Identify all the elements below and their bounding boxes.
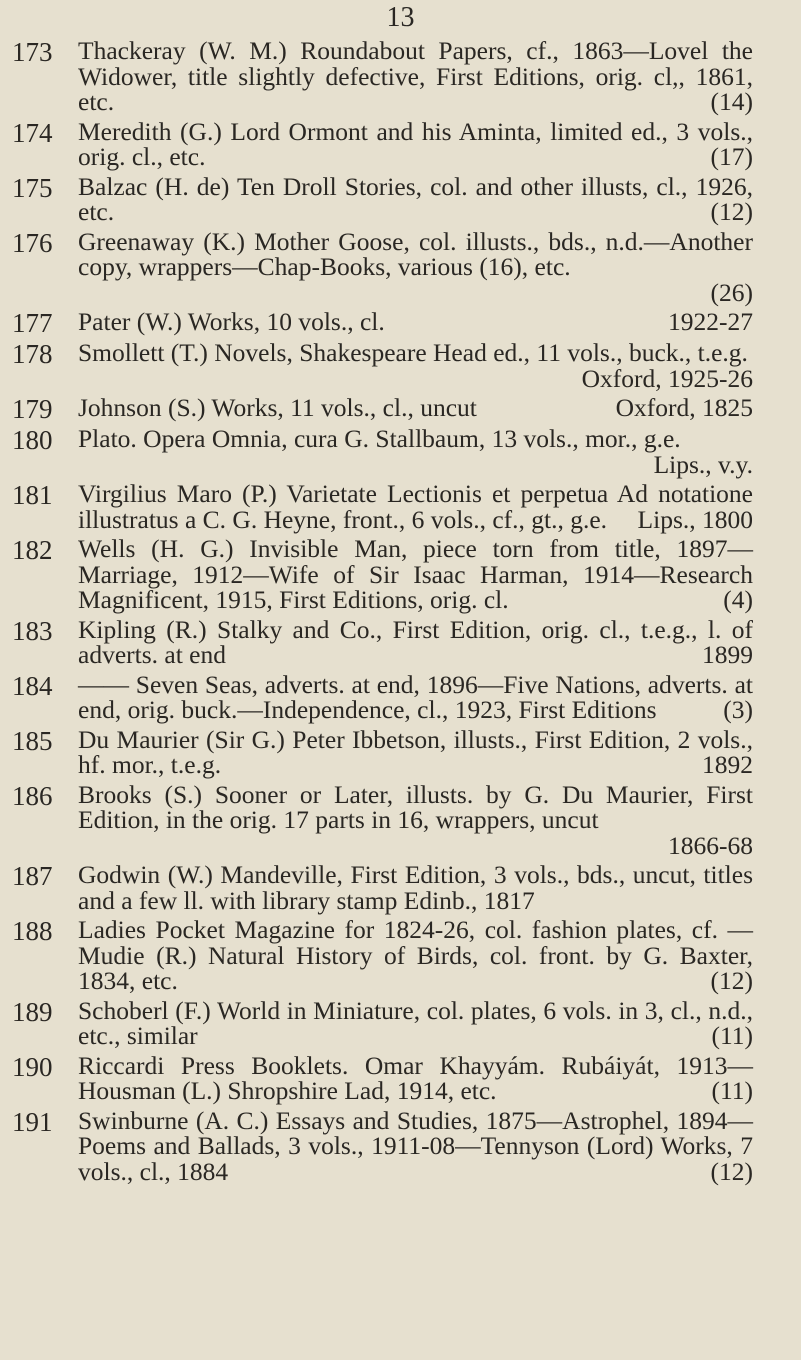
lot-price: (12) [710,197,753,226]
lot-description: Virgilius Maro (P.) Varietate Lectionis et perpetua Ad notatione illustratus a C. G. Heyne, front., 6 vols., cf., gt., g.e. [78,479,753,534]
lot-price: Oxford, 1825 [615,393,753,422]
lot-description: Johnson (S.) Works, 11 vols., cl., uncut [78,393,477,422]
lot-number: 186 [12,780,53,811]
lot-191 [0,1105,801,1186]
lot-number: 184 [12,670,53,701]
lot-price: (12) [710,966,753,995]
lot-price: (12) [710,1156,753,1186]
lot-price: (14) [710,87,753,116]
lot-181 [0,481,801,532]
lot-price: (4) [723,585,753,614]
lot-number: 179 [12,394,53,424]
lot-price: (11) [711,1076,753,1105]
lot-description: Swinburne (A. C.) Essays and Studies, 1875—Astrophel, 1894—Poems and Ballads, 3 vols., 1911-08—Tennyson (Lord) Works, 7 vols., cl., 1884 [78,1105,753,1186]
lot-description: Godwin (W.) Mandeville, First Edition, 3 vols., bds., uncut, titles and a few ll. with library stamp Edinb., 1817 [78,860,753,915]
lot-description: Du Maurier (Sir G.) Peter Ibbetson, illusts., First Edition, 2 vols., hf. mor., t.e.g. [78,724,753,779]
lot-184 [0,669,801,724]
lot-description: Smollett (T.) Novels, Shakespeare Head ed., 11 vols., buck., t.e.g. [78,338,748,367]
lot-number: 185 [12,725,53,756]
lot-description: Balzac (H. de) Ten Droll Stories, col. and other illusts, cl., 1926, etc. [78,171,753,226]
lot-description: Plato. Opera Omnia, cura G. Stallbaum, 13 vols., mor., g.e. [78,424,681,453]
lot-176 [0,226,801,307]
lot-price: (11) [711,1021,753,1050]
lot-number: 175 [12,172,53,203]
lot-description: —— Seven Seas, adverts. at end, 1896—Five Nations, adverts. at end, orig. buck.—Independence, cl., 1923, First Editions [78,669,753,724]
lot-number: 188 [12,916,53,946]
lot-description: Schoberl (F.) World in Miniature, col. plates, 6 vols. in 3, cl., n.d., etc., similar [78,995,753,1050]
lot-number: 173 [12,37,53,67]
lot-178 [0,340,801,391]
lot-number: 176 [12,227,53,258]
lot-177 [0,309,801,336]
lot-price: Lips., v.y. [653,449,753,479]
lot-186 [0,779,801,860]
lot-188 [0,917,801,994]
lot-price: Lips., 1800 [637,504,753,534]
lot-187 [0,862,801,913]
lot-description: Thackeray (W. M.) Roundabout Papers, cf., 1863—Lovel the Widower, title slightly defective, First Editions, orig. cl,, 1861, etc. [78,36,753,116]
lot-180 [0,426,801,477]
lot-189 [0,995,801,1050]
lot-183 [0,614,801,669]
lot-description: Pater (W.) Works, 10 vols., cl. [78,307,385,336]
page-number: 13 [386,2,415,33]
lot-price: Oxford, 1925-26 [581,363,753,393]
lot-number: 180 [12,425,53,455]
lot-price: (3) [723,695,753,724]
lot-price: (26) [710,277,753,307]
lot-price: 1899 [702,640,753,669]
lot-number: 190 [12,1051,53,1082]
lot-number: 182 [12,535,53,565]
lot-description: Riccardi Press Booklets. Omar Khayyám. Rubáiyát, 1913—Housman (L.) Shropshire Lad, 1914, etc. [78,1050,753,1105]
lot-182 [0,536,801,613]
lot-price: 1922-27 [668,307,753,336]
lot-185 [0,724,801,779]
lot-description: Ladies Pocket Magazine for 1824-26, col. fashion plates, cf. —Mudie (R.) Natural History of Birds, col. front. by G. Baxter, 1834, etc. [78,915,753,995]
lot-number: 174 [12,117,53,148]
lot-number: 183 [12,615,53,646]
lot-price: (17) [710,142,753,171]
lot-number: 187 [12,861,53,891]
lot-description: Kipling (R.) Stalky and Co., First Edition, orig. cl., t.e.g., l. of adverts. at end [78,614,753,669]
lot-number: 189 [12,996,53,1027]
lot-175 [0,171,801,226]
lot-price: 1866-68 [668,830,753,860]
lot-number: 191 [12,1106,53,1137]
lot-174 [0,116,801,171]
lot-190 [0,1050,801,1105]
lot-description: Greenaway (K.) Mother Goose, col. illusts., bds., n.d.—Another copy, wrappers—Chap-Books, various (16), etc. [78,226,753,281]
lot-number: 177 [12,308,53,338]
lot-price: 1892 [702,750,753,779]
lot-list [0,38,801,1184]
lot-173 [0,38,801,115]
lot-179 [0,395,801,422]
lot-number: 181 [12,480,53,510]
lot-number: 178 [12,339,53,369]
lot-description: Wells (H. G.) Invisible Man, piece torn from title, 1897—Marriage, 1912—Wife of Sir Isaac Harman, 1914—Research Magnificent, 1915, First Editions, orig. cl. [78,534,753,614]
lot-description: Brooks (S.) Sooner or Later, illusts. by G. Du Maurier, First Edition, in the orig. 17 parts in 16, wrappers, uncut [78,779,753,834]
lot-description: Meredith (G.) Lord Ormont and his Aminta, limited ed., 3 vols., orig. cl., etc. [78,116,753,171]
